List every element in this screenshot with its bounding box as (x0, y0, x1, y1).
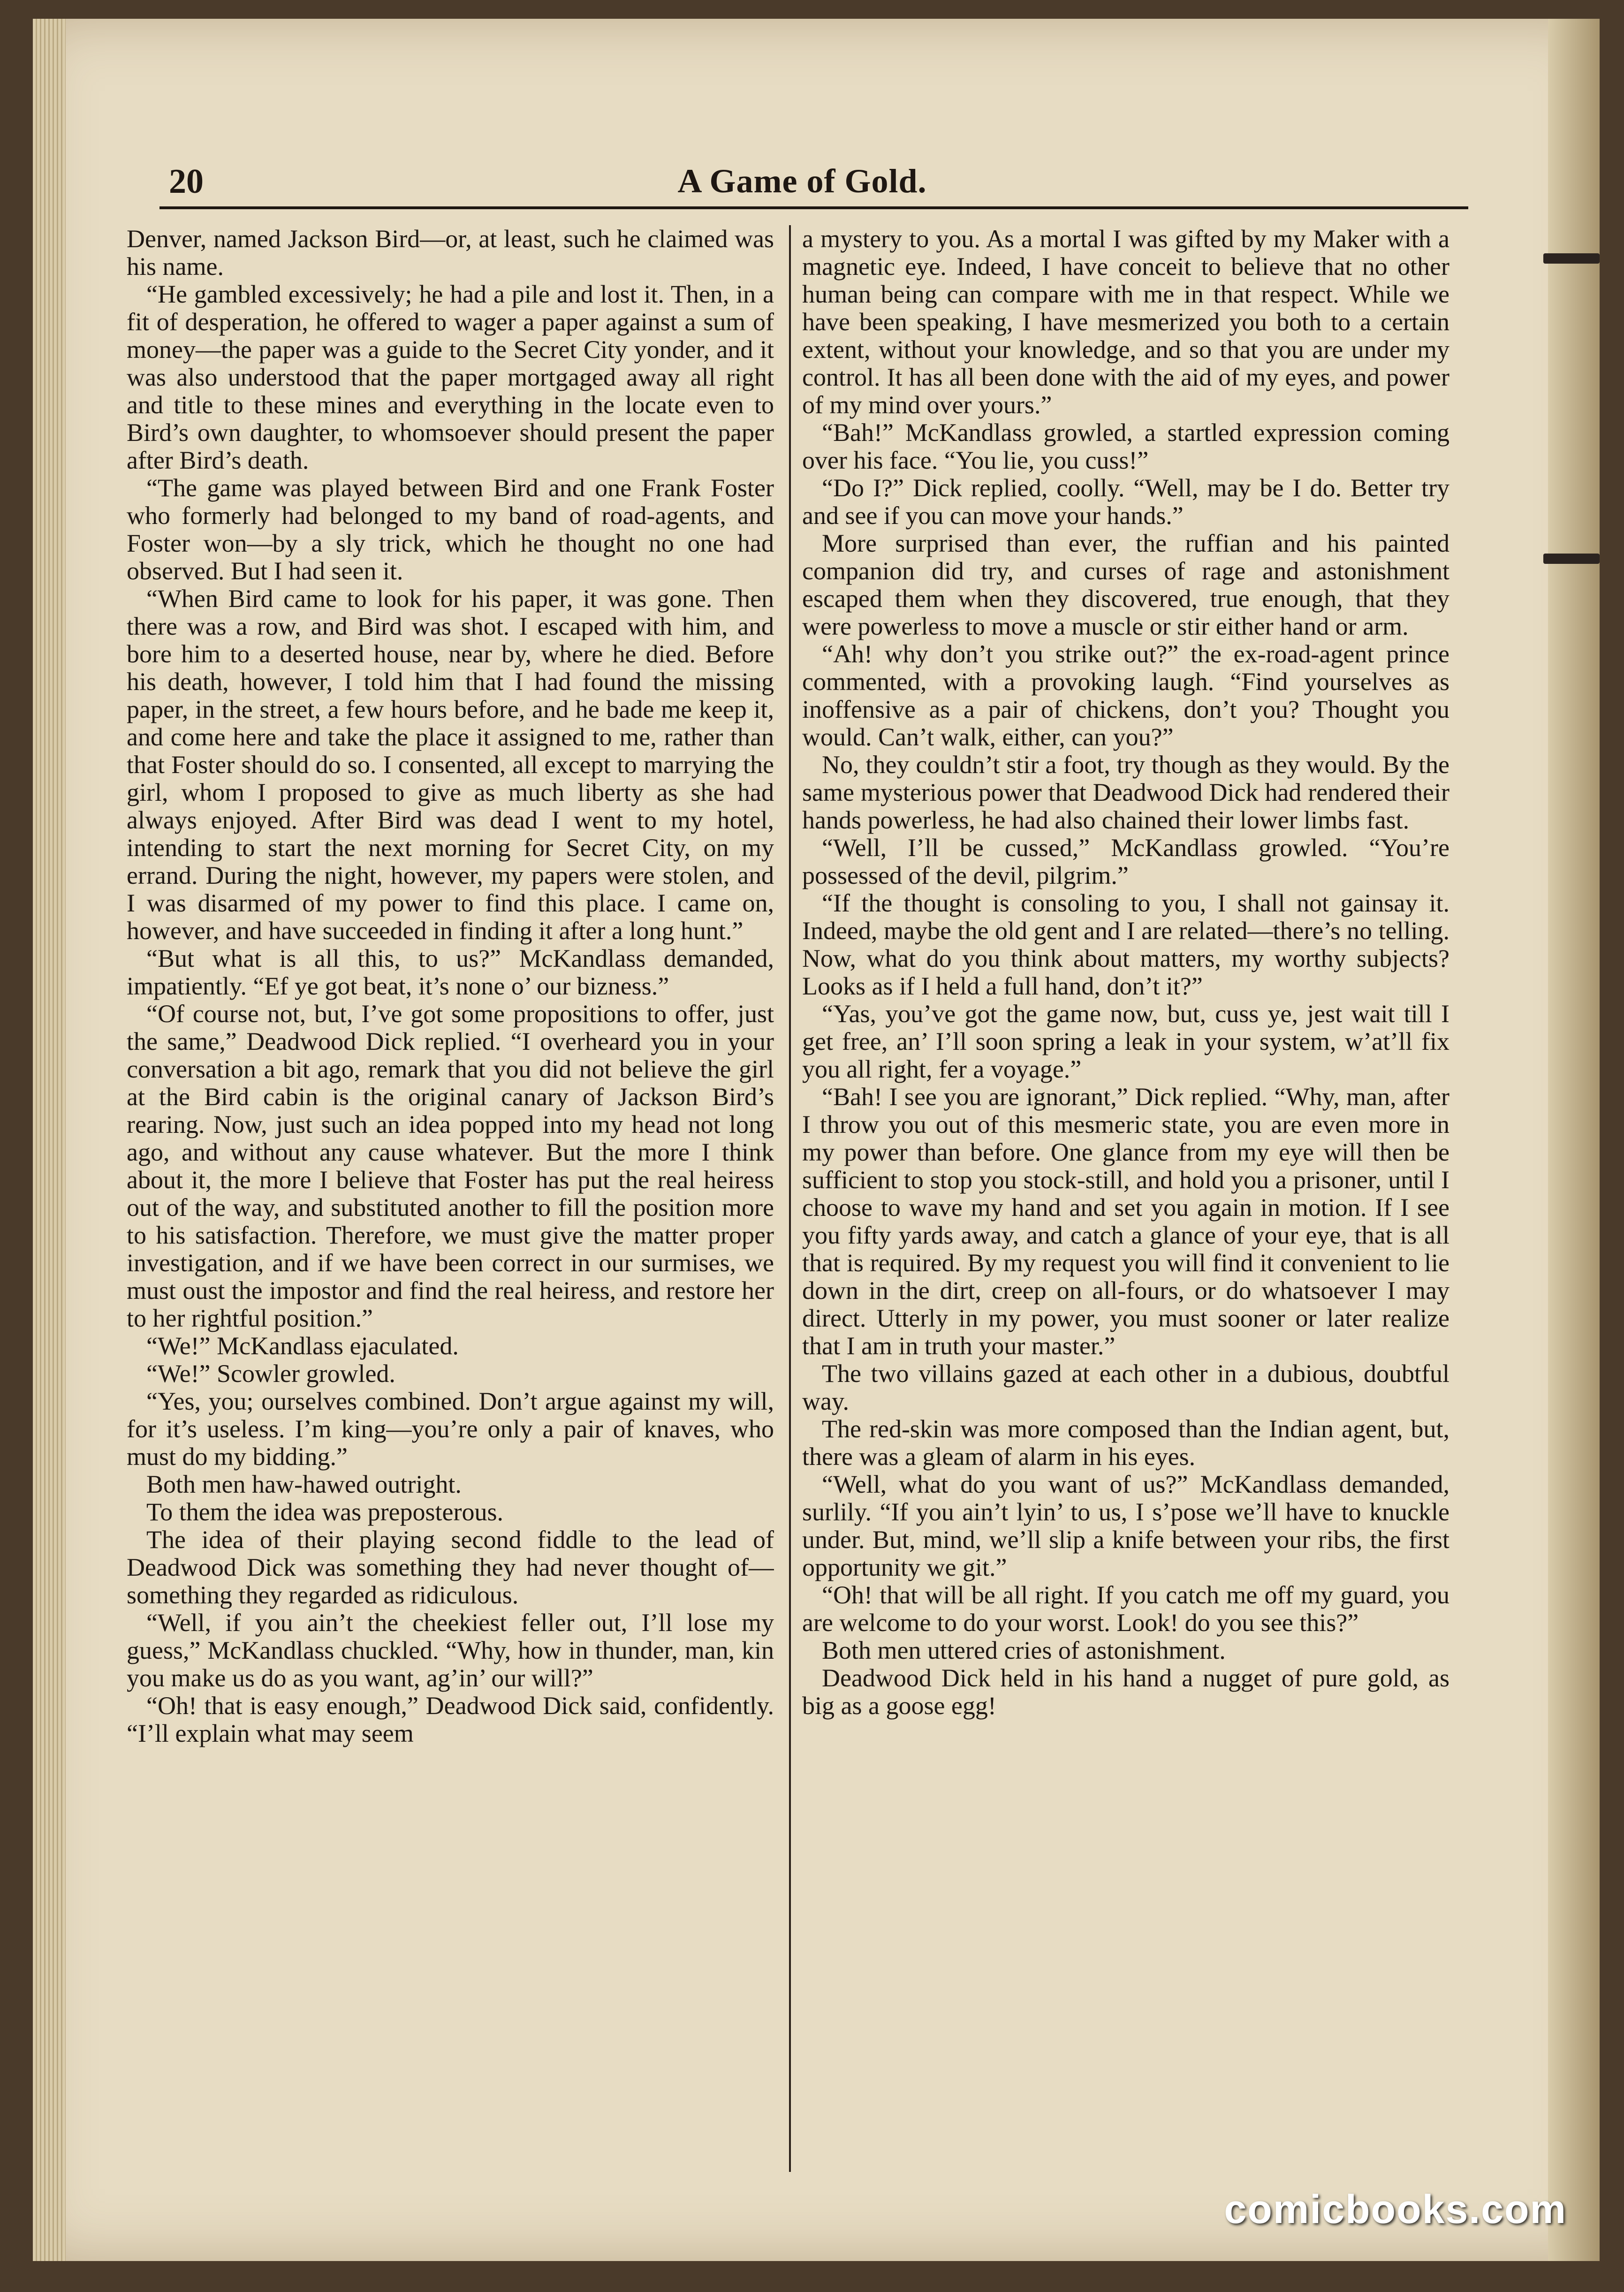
paragraph: “Do I?” Dick replied, coolly. “Well, may be I do. Better try and see if you can move your hands.” (802, 474, 1449, 530)
paragraph: “Bah! I see you are ignorant,” Dick replied. “Why, man, after I throw you out of this mesmeric state, you are even more in my power than before. One glance from my eye will then be sufficient to stop you stock-still, and hold you a prisoner, until I choose to wave my hand and set you again in motion. If I see you fifty yards away, and catch a glance of your eye, that is all that is required. By my request you will find it convenient to lie down in the dirt, creep on all-fours, or do whatsoever I may direct. Utterly in my power, you must sooner or later realize that I am in truth your master.” (802, 1083, 1449, 1360)
paragraph: The red-skin was more composed than the Indian agent, but, there was a gleam of alarm in his eyes. (802, 1415, 1449, 1471)
book-page (33, 19, 1600, 2261)
binding-staple (1543, 253, 1600, 264)
running-title: A Game of Gold. (677, 162, 927, 200)
paragraph: Both men haw-hawed outright. (146, 1470, 462, 1498)
left-column (127, 225, 774, 2181)
watermark: comicbooks.com (1224, 2187, 1567, 2232)
paragraph: “Well, what do you want of us?” McKandlass demanded, surlily. “If you ain’t lyin’ to us, I s’pose we’ll have to knuckle under. But, mind, we’ll slip a knife between your ribs, the first opportunity we git.” (802, 1470, 1449, 1581)
paragraph: “Yas, you’ve got the game now, but, cuss ye, jest wait till I get free, an’ I’ll soon spring a leak in your system, w’at’ll fix you all right, fer a voyage.” (802, 1000, 1449, 1083)
paragraph: “Of course not, but, I’ve got some propositions to offer, just the same,” Deadwood Dick replied. “I overheard you in your conversation a bit ago, remark that you did not believe the girl at the Bird cabin is the original canary of Jackson Bird’s rearing. Now, just such an idea popped into my head not long ago, and without any cause whatever. But the more I think about it, the more I believe that Foster has put the real heiress out of the way, and substituted another to fill the position more to his satisfaction. Therefore, we must give the matter proper investigation, and if we have been correct in our surmises, we must oust the impostor and find the real heiress, and restore her to her rightful position.” (127, 1000, 774, 1332)
right-column (802, 225, 1449, 2181)
paragraph: “When Bird came to look for his paper, it was gone. Then there was a row, and Bird was shot. I escaped with him, and bore him to a deserted house, near by, where he died. Before his death, however, I told him that I had found the missing paper, in the street, a few hours before, and he bade me keep it, and come here and take the place it assigned to me, rather than that Foster should do so. I consented, all except to marrying the girl, whom I proposed to give as much liberty as she had always enjoyed. After Bird was dead I went to my hotel, intending to start the next morning for Secret City, on my errand. During the night, however, my papers were stolen, and I was disarmed of my power to find this place. I came on, however, and have succeeded in finding it after a long hunt.” (127, 584, 774, 945)
paragraph: “If the thought is consoling to you, I shall not gainsay it. Indeed, maybe the old gent and I are related—there’s no telling. Now, what do you think about matters, my worthy subjects? Looks as if I held a full hand, don’t it?” (802, 889, 1449, 1000)
header-rule (159, 206, 1468, 209)
column-divider (789, 225, 791, 2172)
paragraph: “Bah!” McKandlass growled, a startled expression coming over his face. “You lie, you cuss!” (802, 418, 1449, 474)
paragraph: “Well, if you ain’t the cheekiest feller out, I’ll lose my guess,” McKandlass chuckled. “Why, how in thunder, man, kin you make us do as you want, ag’in’ our will?” (127, 1609, 774, 1692)
paragraph: “We!” Scowler growled. (146, 1359, 395, 1388)
paragraph: Denver, named Jackson Bird—or, at least, such he claimed was his name. (127, 225, 774, 281)
binding-staple (1543, 554, 1600, 564)
paragraph: “Ah! why don’t you strike out?” the ex-road-agent prince commented, with a provoking laugh. “Find yourselves as inoffensive as a pair of chickens, don’t you? Thought you would. Can’t walk, either, can you?” (802, 640, 1449, 751)
paragraph: “We!” McKandlass ejaculated. (146, 1332, 459, 1360)
paragraph: “He gambled excessively; he had a pile and lost it. Then, in a fit of desperation, he offered to wager a paper against a sum of money—the paper was a guide to the Secret City yonder, and it was also understood that the paper mortgaged away all right and title to these mines and everything in the locate even to Bird’s own daughter, to whomsoever should present the paper after Bird’s death. (127, 280, 774, 474)
paragraph: “Oh! that is easy enough,” Deadwood Dick said, confidently. “I’ll explain what may seem (127, 1692, 774, 1747)
paragraph: More surprised than ever, the ruffian and his painted companion did try, and curses of rage and astonishment escaped them when they discovered, true enough, that they were powerless to move a muscle or stir either hand or arm. (802, 529, 1449, 640)
page-header (127, 159, 1478, 216)
paragraph: “But what is all this, to us?” McKandlass demanded, impatiently. “Ef ye got beat, it’s none o’ our bizness.” (127, 944, 774, 1000)
paragraph: The idea of their playing second fiddle to the lead of Deadwood Dick was something they had never thought of—something they regarded as ridiculous. (127, 1525, 774, 1609)
page-left-edge (33, 19, 66, 2261)
paragraph: Both men uttered cries of astonishment. (822, 1636, 1226, 1664)
paragraph: To them the idea was preposterous. (146, 1498, 504, 1526)
paragraph: “The game was played between Bird and one Frank Foster who formerly had belonged to my band of road-agents, and Foster won—by a sly trick, which he thought no one had observed. But I had seen it. (127, 474, 774, 585)
paragraph: Deadwood Dick held in his hand a nugget of pure gold, as big as a goose egg! (802, 1664, 1449, 1720)
paragraph: The two villains gazed at each other in a dubious, doubtful way. (802, 1359, 1449, 1415)
paragraph: No, they couldn’t stir a foot, try though as they would. By the same mysterious power that Deadwood Dick had rendered their hands powerless, he had also chained their lower limbs fast. (802, 751, 1449, 834)
page-number: 20 (169, 162, 204, 201)
paragraph: “Yes, you; ourselves combined. Don’t argue against my will, for it’s useless. I’m king—you’re only a pair of knaves, who must do my bidding.” (127, 1387, 774, 1471)
paragraph: a mystery to you. As a mortal I was gifted by my Maker with a magnetic eye. Indeed, I have conceit to believe that no other human being can compare with me in that respect. While we have been speaking, I have mesmerized you both to a certain extent, without your knowledge, and so that you are under my control. It has all been done with the aid of my eyes, and power of my mind over yours.” (802, 225, 1449, 419)
paragraph: “Oh! that will be all right. If you catch me off my guard, you are welcome to do your worst. Look! do you see this?” (802, 1581, 1449, 1637)
page-right-edge (1548, 19, 1600, 2261)
paragraph: “Well, I’ll be cussed,” McKandlass growled. “You’re possessed of the devil, pilgrim.” (802, 834, 1449, 889)
